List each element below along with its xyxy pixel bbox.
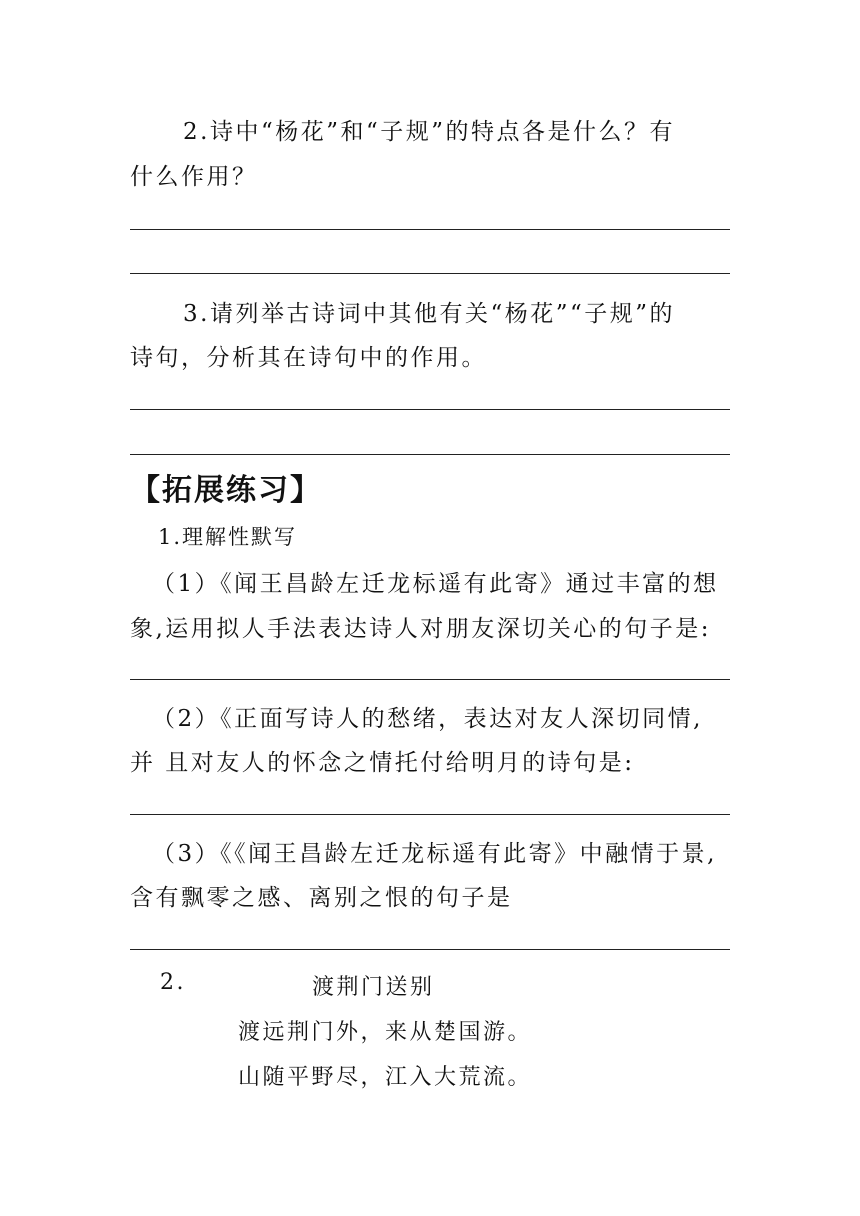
answer-line [130, 273, 730, 274]
answer-line [130, 679, 730, 680]
poem-line-1: 渡远荆门外，来从楚国游。 [238, 1020, 533, 1045]
answer-line [130, 814, 730, 815]
item-2-line-1: （2）《正面写诗人的愁绪，表达对友人深切同情, [152, 706, 703, 732]
answer-line [130, 949, 730, 950]
question-3-line-1: 3.请列举古诗词中其他有关“杨花”“子规”的 [183, 301, 675, 327]
item-1-line-2: 象,运用拟人手法表达诗人对朋友深切关心的句子是: [130, 616, 712, 642]
poem-title: 渡荆门送别 [312, 975, 435, 1000]
question-2-line-1: 2.诗中“杨花”和“子规”的特点各是什么？有 [183, 119, 675, 145]
item-3-line-2: 含有飘零之感、离别之恨的句子是 [130, 885, 513, 911]
answer-line [130, 409, 730, 410]
answer-line [130, 454, 730, 455]
item-1-line-1: （1）《闻王昌龄左迁龙标遥有此寄》通过丰富的想 [152, 571, 719, 597]
item-3-line-1: （3）《《闻王昌龄左迁龙标遥有此寄》中融情于景, [152, 841, 717, 867]
poem-line-2: 山随平野尽，江入大荒流。 [238, 1065, 533, 1090]
exercise-2-number: 2. [160, 970, 186, 995]
section-heading: 【拓展练习】 [130, 473, 322, 508]
question-3-line-2: 诗句，分析其在诗句中的作用。 [130, 345, 487, 371]
answer-line [130, 229, 730, 230]
question-2-line-2: 什么作用？ [130, 164, 258, 190]
exercise-1-label: 1.理解性默写 [158, 525, 298, 549]
item-2-line-2: 并 且对友人的怀念之情托付给明月的诗句是: [130, 750, 635, 776]
